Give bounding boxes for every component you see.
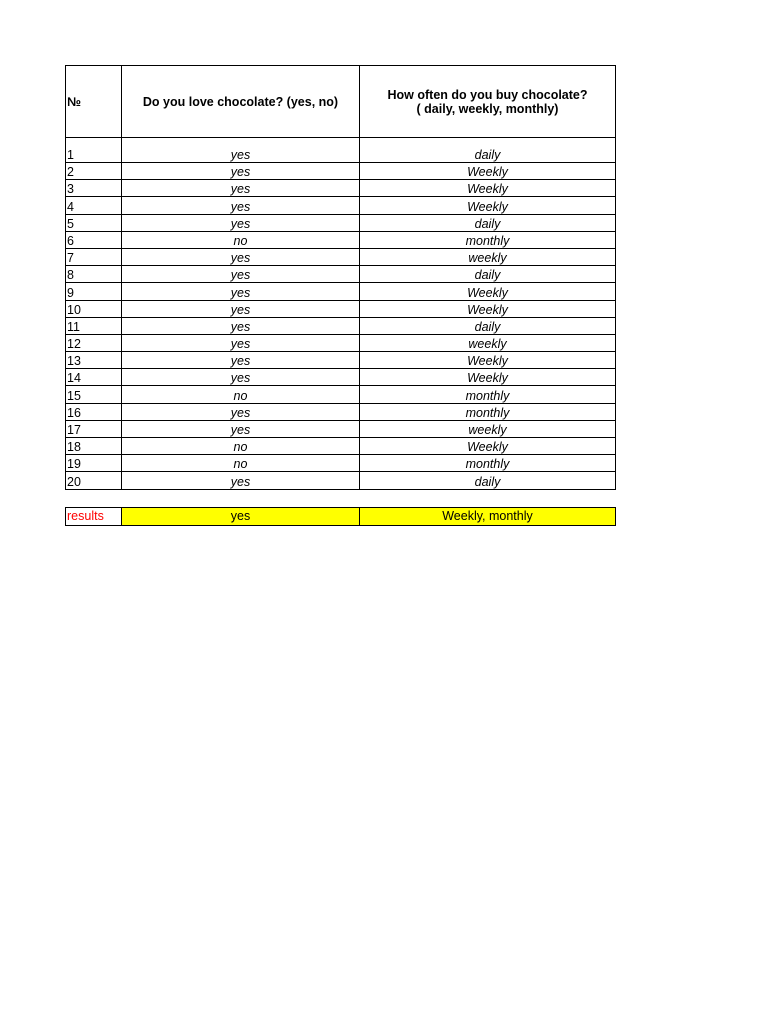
table-row	[66, 266, 616, 283]
frequency-answer-cell[interactable]: Weekly	[360, 180, 616, 197]
frequency-answer-cell[interactable]: weekly	[360, 248, 616, 265]
table-row	[66, 369, 616, 386]
row-number-cell[interactable]: 16	[66, 403, 122, 420]
table-row	[66, 197, 616, 214]
results-row	[66, 507, 616, 525]
love-answer-cell[interactable]: no	[122, 438, 360, 455]
frequency-answer-cell[interactable]: monthly	[360, 386, 616, 403]
frequency-answer-cell[interactable]: weekly	[360, 420, 616, 437]
table-row	[66, 420, 616, 437]
frequency-answer-cell[interactable]: daily	[360, 266, 616, 283]
row-number-cell[interactable]: 17	[66, 420, 122, 437]
table-row	[66, 403, 616, 420]
header-number[interactable]: №	[66, 66, 122, 138]
table-row	[66, 214, 616, 231]
love-answer-cell[interactable]: yes	[122, 266, 360, 283]
frequency-answer-cell[interactable]: daily	[360, 317, 616, 334]
table-row	[66, 180, 616, 197]
table-row	[66, 334, 616, 351]
row-number-cell[interactable]: 5	[66, 214, 122, 231]
row-number-cell[interactable]: 1	[66, 138, 122, 163]
table-row	[66, 300, 616, 317]
table-row	[66, 352, 616, 369]
header-row	[66, 66, 616, 138]
frequency-answer-cell[interactable]: Weekly	[360, 163, 616, 180]
row-number-cell[interactable]: 14	[66, 369, 122, 386]
table-body	[66, 138, 616, 490]
survey-table	[65, 65, 616, 490]
love-answer-cell[interactable]: yes	[122, 248, 360, 265]
frequency-answer-cell[interactable]: Weekly	[360, 369, 616, 386]
love-answer-cell[interactable]: no	[122, 386, 360, 403]
frequency-answer-cell[interactable]: monthly	[360, 455, 616, 472]
row-number-cell[interactable]: 10	[66, 300, 122, 317]
love-answer-cell[interactable]: yes	[122, 283, 360, 300]
results-love-value[interactable]: yes	[122, 507, 360, 525]
frequency-answer-cell[interactable]: Weekly	[360, 300, 616, 317]
love-answer-cell[interactable]: yes	[122, 138, 360, 163]
results-label[interactable]: results	[66, 507, 122, 525]
row-number-cell[interactable]: 7	[66, 248, 122, 265]
row-number-cell[interactable]: 12	[66, 334, 122, 351]
row-number-cell[interactable]: 2	[66, 163, 122, 180]
love-answer-cell[interactable]: yes	[122, 214, 360, 231]
frequency-answer-cell[interactable]: daily	[360, 138, 616, 163]
table-row	[66, 283, 616, 300]
row-number-cell[interactable]: 13	[66, 352, 122, 369]
table-row	[66, 472, 616, 489]
row-number-cell[interactable]: 11	[66, 317, 122, 334]
row-number-cell[interactable]: 19	[66, 455, 122, 472]
love-answer-cell[interactable]: yes	[122, 300, 360, 317]
row-number-cell[interactable]: 20	[66, 472, 122, 489]
love-answer-cell[interactable]: yes	[122, 403, 360, 420]
table-row	[66, 386, 616, 403]
love-answer-cell[interactable]: yes	[122, 420, 360, 437]
frequency-answer-cell[interactable]: Weekly	[360, 438, 616, 455]
love-answer-cell[interactable]: yes	[122, 317, 360, 334]
results-table	[65, 507, 616, 526]
row-number-cell[interactable]: 3	[66, 180, 122, 197]
table-row	[66, 231, 616, 248]
table-row	[66, 163, 616, 180]
frequency-answer-cell[interactable]: daily	[360, 472, 616, 489]
frequency-answer-cell[interactable]: daily	[360, 214, 616, 231]
table-row	[66, 455, 616, 472]
row-number-cell[interactable]: 15	[66, 386, 122, 403]
header-love-chocolate[interactable]: Do you love chocolate? (yes, no)	[122, 66, 360, 138]
row-number-cell[interactable]: 18	[66, 438, 122, 455]
row-number-cell[interactable]: 8	[66, 266, 122, 283]
frequency-answer-cell[interactable]: monthly	[360, 231, 616, 248]
row-number-cell[interactable]: 6	[66, 231, 122, 248]
love-answer-cell[interactable]: yes	[122, 472, 360, 489]
love-answer-cell[interactable]: yes	[122, 197, 360, 214]
results-frequency-value[interactable]: Weekly, monthly	[360, 507, 616, 525]
love-answer-cell[interactable]: yes	[122, 369, 360, 386]
love-answer-cell[interactable]: yes	[122, 352, 360, 369]
love-answer-cell[interactable]: yes	[122, 334, 360, 351]
row-number-cell[interactable]: 4	[66, 197, 122, 214]
love-answer-cell[interactable]: no	[122, 231, 360, 248]
spreadsheet	[65, 65, 615, 526]
frequency-answer-cell[interactable]: monthly	[360, 403, 616, 420]
table-row	[66, 317, 616, 334]
row-number-cell[interactable]: 9	[66, 283, 122, 300]
frequency-answer-cell[interactable]: Weekly	[360, 352, 616, 369]
frequency-answer-cell[interactable]: Weekly	[360, 283, 616, 300]
table-row	[66, 248, 616, 265]
love-answer-cell[interactable]: yes	[122, 163, 360, 180]
frequency-answer-cell[interactable]: Weekly	[360, 197, 616, 214]
love-answer-cell[interactable]: no	[122, 455, 360, 472]
frequency-answer-cell[interactable]: weekly	[360, 334, 616, 351]
love-answer-cell[interactable]: yes	[122, 180, 360, 197]
header-buy-frequency[interactable]: How often do you buy chocolate? ( daily, weekly, monthly)	[360, 66, 616, 138]
table-row	[66, 438, 616, 455]
table-row	[66, 138, 616, 163]
